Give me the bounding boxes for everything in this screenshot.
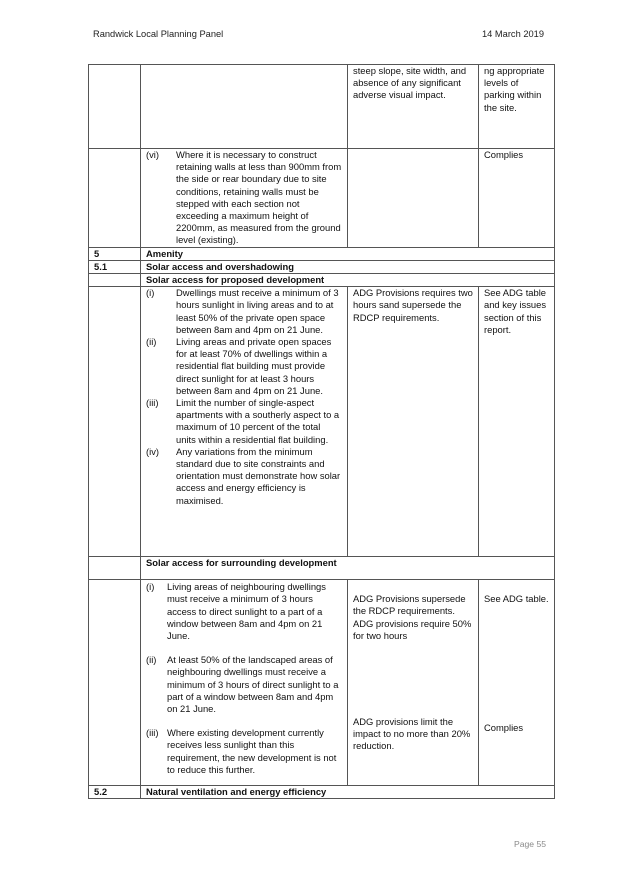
list-item [146,336,342,397]
subheading-row [89,274,555,287]
section-title: Amenity [141,247,555,260]
table-cell [479,65,555,149]
item-number: (ii) [146,654,157,666]
table-cell [479,580,555,786]
table-cell [348,580,479,786]
compliance-text: Complies [484,149,524,160]
table-cell [89,149,141,248]
item-text: Where existing development currently receives less sunlight than this requirement, the new development is not to reduce this further. [167,727,337,775]
list-item [146,149,342,247]
table-cell [89,580,141,786]
item-number: (iv) [146,445,160,457]
list-item [146,581,342,642]
section-row [89,247,555,260]
table-cell [479,287,555,557]
item-text: Any variations from the minimum standard due to site constraints and orientation must demonstrate how solar access and energy efficiency is maximised. [176,445,341,506]
compliance-text: Complies [484,722,524,734]
table-row [89,149,555,248]
item-text: Dwellings must receive a minimum of 3 hours sunlight in living areas and to at least 50% of the private open space between 8am and 4pm on 21 June. [176,287,339,335]
subheading-row [89,557,555,580]
list-item [146,727,342,776]
page-number: Page 55 [514,839,547,849]
section-number: 5.1 [89,260,141,273]
table-cell [348,65,479,149]
compliance-text: See ADG table and key issues section of this report. [484,287,547,335]
section-number: 5 [89,247,141,260]
assessment-text: ADG provisions limit the impact to no more than 20% reduction. [353,716,471,752]
item-text: Where it is necessary to construct retaining walls at less than 900mm from the side or rear boundary due to site conditions, retaining walls must be stepped with each section not exceeding a maximum height of 2200mm, as measured from the ground level (existing). [176,149,342,246]
item-text: At least 50% of the landscaped areas of neighbouring dwellings must receive a minimum of 3 hours of direct sunlight to a part of a window between 8am and 4pm on 21 June. [167,654,339,715]
section-title: Solar access and overshadowing [141,260,555,273]
item-number: (iii) [146,397,159,409]
list-item [146,654,342,715]
table-cell [141,65,348,149]
header-date: 14 March 2019 [482,29,545,39]
item-number: (iii) [146,727,159,739]
section-row [89,786,555,799]
item-number: (vi) [146,149,160,160]
table-cell [479,149,555,248]
subsection-heading: Solar access for proposed development [141,274,555,287]
section-row [89,260,555,273]
compliance-table [88,64,555,799]
assessment-text: ADG Provisions supersede the RDCP requirements. ADG provisions require 50% for two hours [353,593,472,641]
table-cell [89,287,141,557]
header-title: Randwick Local Planning Panel [93,29,224,39]
table-row [89,65,555,149]
assessment-text: ADG Provisions requires two hours sand supersede the RDCP requirements. [353,287,473,323]
table-cell [89,557,141,580]
table-row [89,287,555,557]
list-item [146,397,342,446]
section-title: Natural ventilation and energy efficiency [141,786,555,799]
item-number: (i) [146,581,155,593]
item-text: Living areas and private open spaces for at least 70% of dwellings within a residential flat building must provide direct sunlight for at least 3 hours between 8am and 4pm on 21 June. [176,336,332,396]
table-cell [348,287,479,557]
table-row [89,580,555,786]
item-number: (i) [146,287,155,299]
list-item [146,287,342,336]
item-text: Limit the number of single-aspect apartments with a southerly aspect to a maximum of 10 percent of the total units within a residential flat building. [176,397,340,445]
table-cell [141,149,348,248]
item-number: (ii) [146,336,157,348]
table-cell [348,149,479,248]
list-item [146,446,342,507]
table-cell [141,580,348,786]
item-text: Living areas of neighbouring dwellings must receive a minimum of 3 hours access to direct sunlight to a part of a window between 8am and 4pm on 21 June. [167,581,326,642]
section-number: 5.2 [89,786,141,799]
table-cell [141,287,348,557]
compliance-text: ng appropriate levels of parking within the site. [484,65,545,113]
assessment-text: steep slope, site width, and absence of any significant adverse visual impact. [353,65,467,101]
compliance-text: See ADG table. [484,593,549,605]
subsection-heading: Solar access for surrounding development [141,557,555,580]
table-cell [89,65,141,149]
table-cell [89,274,141,287]
